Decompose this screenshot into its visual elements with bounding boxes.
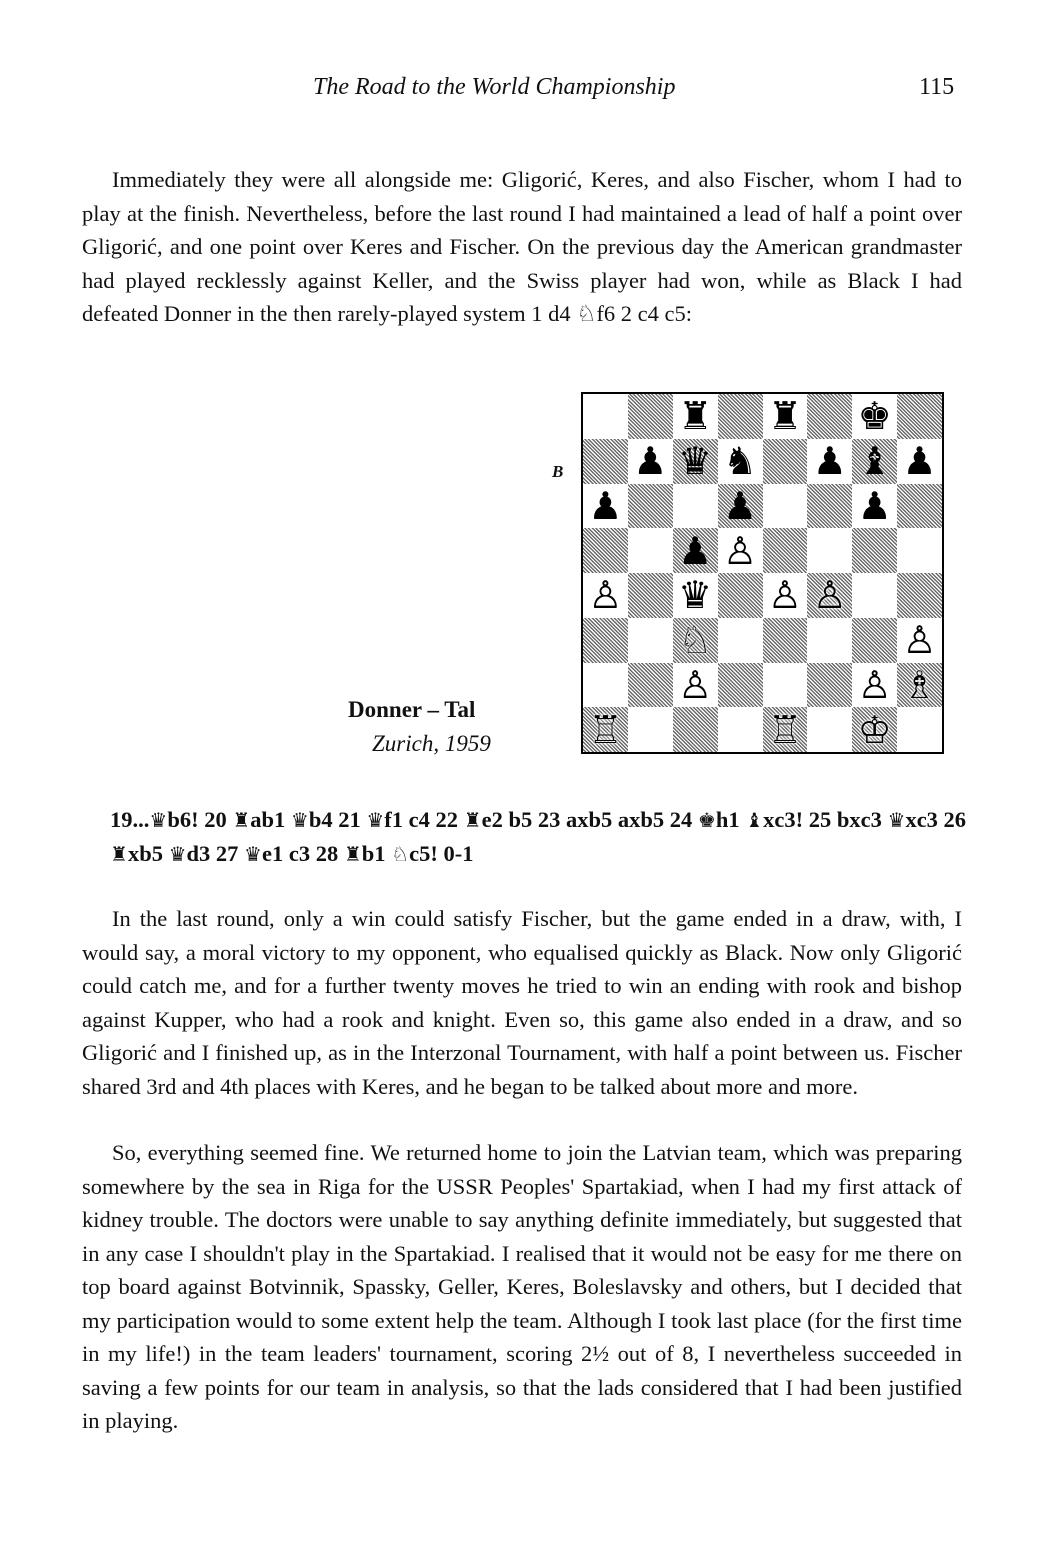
board-rank-2	[583, 663, 942, 708]
square-e6	[763, 484, 808, 529]
square-b8	[628, 394, 673, 439]
paragraph-1: Immediately they were all alongside me: Gligorić, Keres, and also Fischer, whom I had to play at the finish. Nevertheless, before the last round I had maintained a lead of half a point over Gligorić, and one point over Keres and Fischer. On the previous day the American grandmaster had played recklessly against Keller, and the Swiss player had won, while as Black I had defeated Donner in the then rarely-played system 1 d4 ♘f6 2 c4 c5:	[82, 167, 962, 326]
square-b6	[628, 484, 673, 529]
square-h1	[897, 707, 942, 752]
chess-piece: ♟	[902, 439, 937, 484]
move-text: d3 27	[186, 841, 245, 866]
queen-icon: ♛	[887, 808, 906, 832]
square-d4	[718, 573, 763, 618]
square-d3	[718, 618, 763, 663]
square-e7	[763, 439, 808, 484]
chess-piece: ♙	[902, 618, 937, 663]
move-text: e2 b5 23 axb5 axb5 24	[481, 807, 698, 832]
square-a2	[583, 663, 628, 708]
chess-piece: ♟	[857, 483, 892, 528]
chess-piece: ♜	[767, 394, 802, 439]
queen-icon: ♛	[244, 842, 262, 866]
square-d2	[718, 663, 763, 708]
square-a8	[583, 394, 628, 439]
square-f4	[807, 573, 852, 618]
square-f7	[807, 439, 852, 484]
board-rank-8	[583, 394, 942, 439]
square-h4	[897, 573, 942, 618]
chess-piece: ♖	[767, 707, 802, 752]
chess-piece: ♜	[678, 394, 713, 439]
square-c5	[673, 528, 718, 573]
move-text: h1	[715, 807, 746, 832]
chess-piece: ♗	[902, 662, 937, 707]
running-title: The Road to the World Championship	[313, 74, 676, 100]
square-f6	[807, 484, 852, 529]
chess-piece: ♛	[678, 573, 713, 618]
page-header	[0, 74, 1045, 108]
queen-icon: ♛	[366, 808, 385, 832]
chess-piece: ♟	[812, 439, 847, 484]
square-d8	[718, 394, 763, 439]
square-h6	[897, 484, 942, 529]
square-d7	[718, 439, 763, 484]
square-b7	[628, 439, 673, 484]
rook-icon: ♜	[463, 808, 482, 832]
move-text: b4 21	[308, 807, 367, 832]
square-c8	[673, 394, 718, 439]
rook-icon: ♜	[343, 842, 362, 866]
chess-piece: ♟	[678, 528, 713, 573]
square-f5	[807, 528, 852, 573]
chess-piece: ♟	[633, 439, 668, 484]
square-g2	[852, 663, 897, 708]
square-g6	[852, 484, 897, 529]
paragraph-2: In the last round, only a win could satisfy Fischer, but the game ended in a draw, with, I would say, a moral victory to my opponent, who equalised quickly as Black. Now only Gligorić could catch me, and for a further twenty moves he tried to win an ending with rook and bishop against Kupper, who had a rook and knight. Even so, this game also ended in a draw, and so Gligorić and I finished up, as in the Interzonal Tournament, with half a point between us. Fischer shared 3rd and 4th places with Keres, and he began to be talked about more and more.	[82, 906, 962, 1099]
square-b4	[628, 573, 673, 618]
move-text: ab1	[250, 807, 291, 832]
square-e8	[763, 394, 808, 439]
chess-piece: ♙	[857, 662, 892, 707]
move-text: xc3 26	[905, 807, 967, 832]
square-b1	[628, 707, 673, 752]
bishop-icon: ♝	[745, 808, 764, 832]
chess-piece: ♙	[723, 528, 758, 573]
square-e4	[763, 573, 808, 618]
square-g4	[852, 573, 897, 618]
board-rank-3	[583, 618, 942, 663]
chess-piece: ♟	[723, 483, 758, 528]
square-e5	[763, 528, 808, 573]
game-moves	[110, 803, 970, 871]
move-text: b1	[361, 841, 392, 866]
square-h3	[897, 618, 942, 663]
square-g7	[852, 439, 897, 484]
square-f1	[807, 707, 852, 752]
square-h8	[897, 394, 942, 439]
chess-diagram	[581, 392, 944, 754]
square-f2	[807, 663, 852, 708]
game-event: Zurich, 1959	[372, 731, 491, 756]
square-a5	[583, 528, 628, 573]
chess-piece: ♖	[588, 707, 623, 752]
square-c3	[673, 618, 718, 663]
queen-icon: ♛	[149, 808, 168, 832]
square-b3	[628, 618, 673, 663]
king-icon: ♚	[697, 808, 716, 832]
rook-icon: ♜	[232, 808, 251, 832]
game-players: Donner – Tal	[348, 697, 476, 722]
square-e1	[763, 707, 808, 752]
chess-piece: ♝	[857, 439, 892, 484]
move-text: xc3! 25 bxc3	[763, 807, 888, 832]
square-h7	[897, 439, 942, 484]
square-c6	[673, 484, 718, 529]
chess-piece: ♙	[812, 573, 847, 618]
square-g5	[852, 528, 897, 573]
move-text: c5! 0-1	[409, 841, 474, 866]
square-d6	[718, 484, 763, 529]
board-rank-5	[583, 528, 942, 573]
square-g3	[852, 618, 897, 663]
chess-piece: ♚	[857, 394, 892, 439]
chess-piece: ♙	[678, 662, 713, 707]
square-a3	[583, 618, 628, 663]
square-d1	[718, 707, 763, 752]
square-g1	[852, 707, 897, 752]
square-f3	[807, 618, 852, 663]
board-rank-7	[583, 439, 942, 484]
square-f8	[807, 394, 852, 439]
page-number: 115	[919, 74, 955, 100]
board-rank-1	[583, 707, 942, 752]
move-text: f1 c4 22	[384, 807, 464, 832]
square-a6	[583, 484, 628, 529]
move-text: 19...	[110, 807, 150, 832]
chess-piece: ♔	[857, 707, 892, 752]
chess-piece: ♘	[678, 618, 713, 663]
queen-icon: ♛	[290, 808, 309, 832]
chess-piece: ♛	[678, 439, 713, 484]
square-b5	[628, 528, 673, 573]
board-rank-6	[583, 484, 942, 529]
chess-board	[583, 394, 942, 752]
square-c2	[673, 663, 718, 708]
square-e2	[763, 663, 808, 708]
chess-piece: ♞	[723, 439, 758, 484]
chess-piece: ♙	[767, 573, 802, 618]
board-rank-4	[583, 573, 942, 618]
move-text: e1 c3 28	[261, 841, 344, 866]
move-text: b6! 20	[167, 807, 233, 832]
square-h5	[897, 528, 942, 573]
square-d5	[718, 528, 763, 573]
paragraph-3: So, everything seemed fine. We returned home to join the Latvian team, which was preparing somewhere by the sea in Riga for the USSR Peoples' Spartakiad, when I had my first attack of kidney trouble. The doctors were unable to say anything definite immediately, but suggested that in any case I shouldn't play in the Spartakiad. I realised that it would not be easy for me there on top board against Botvinnik, Spassky, Geller, Keres, Boleslavsky and others, but I decided that my participation would to some extent help the team. Although I took last place (for the first time in my life!) in the team leaders' tournament, scoring 2½ out of 8, I nevertheless succeeded in saving a few points for our team in analysis, so that the lads considered that I had been justified in playing.	[82, 1140, 962, 1433]
square-c4	[673, 573, 718, 618]
knight-icon: ♘	[391, 842, 410, 866]
square-c1	[673, 707, 718, 752]
chess-piece: ♙	[588, 573, 623, 618]
square-g8	[852, 394, 897, 439]
move-text: xb5	[127, 841, 169, 866]
square-c7	[673, 439, 718, 484]
square-e3	[763, 618, 808, 663]
queen-icon: ♛	[168, 842, 187, 866]
square-a7	[583, 439, 628, 484]
square-a4	[583, 573, 628, 618]
chess-piece: ♟	[588, 483, 623, 528]
square-a1	[583, 707, 628, 752]
rook-icon: ♜	[110, 842, 128, 866]
side-to-move-label: B	[552, 462, 564, 481]
square-h2	[897, 663, 942, 708]
square-b2	[628, 663, 673, 708]
